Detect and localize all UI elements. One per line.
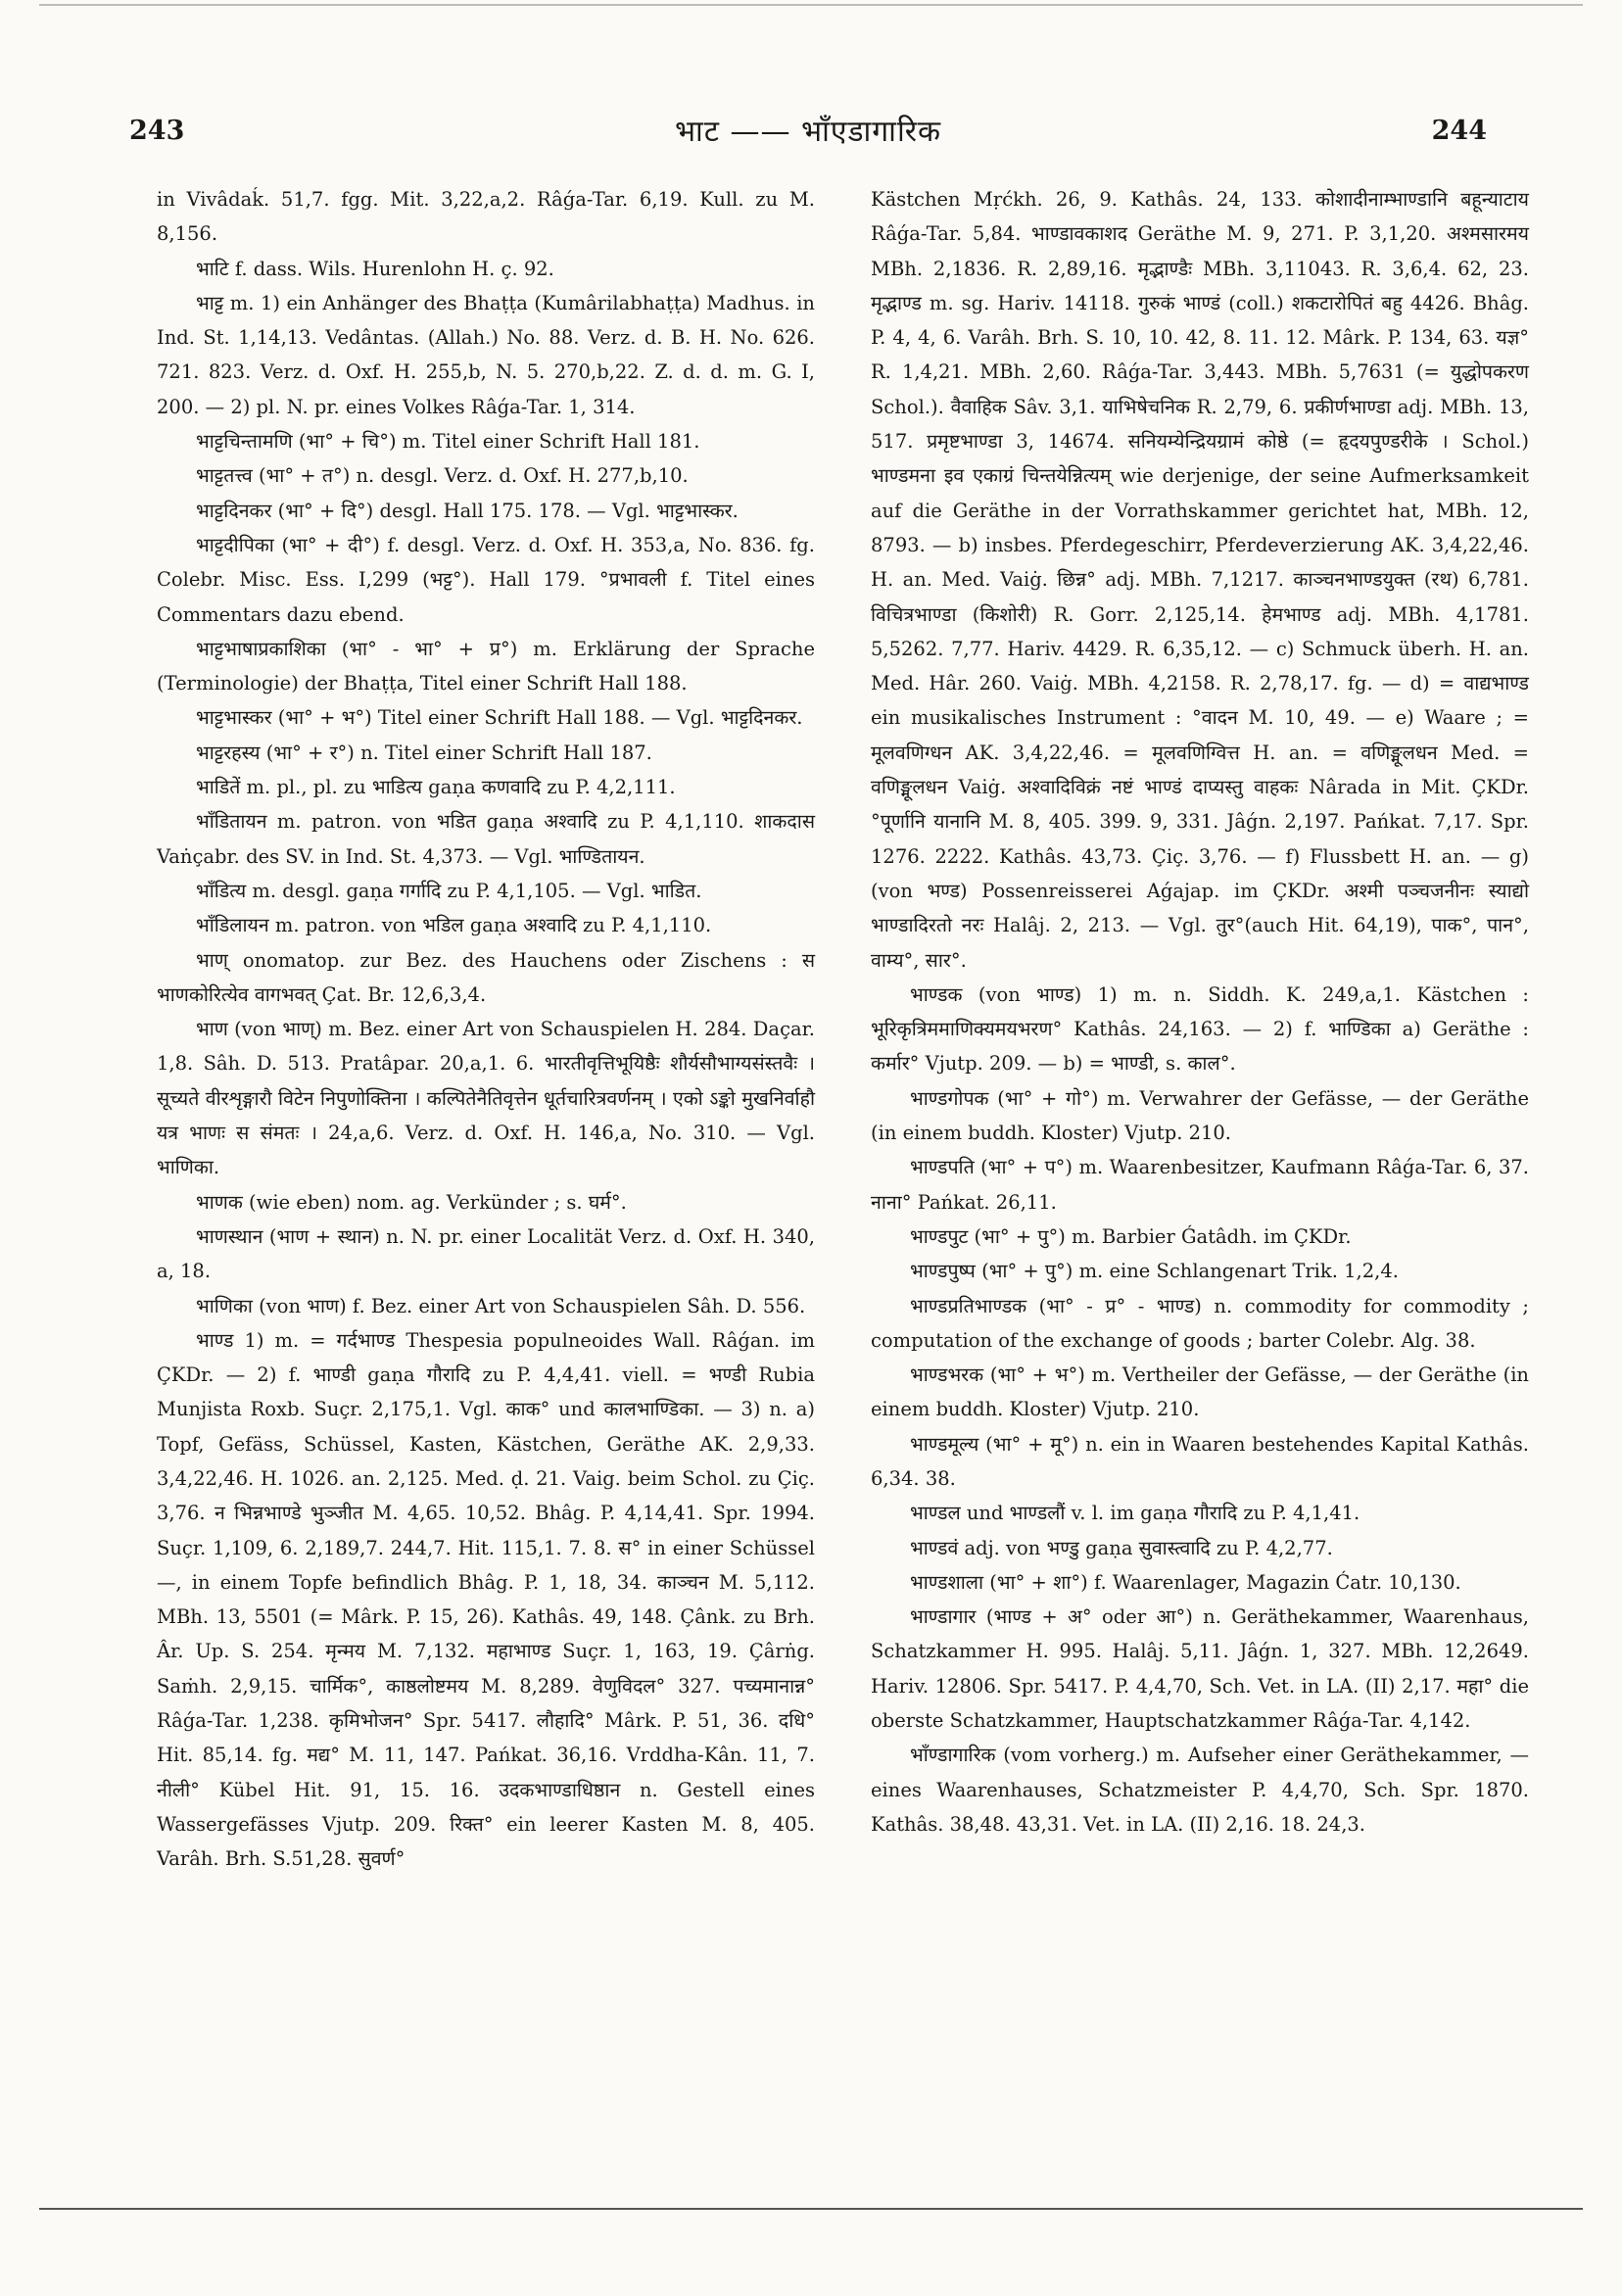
dictionary-entry: भाट्टभाषाप्रकाशिका (भा° - भा° + प्र°) m. Erklärung der Sprache (Terminologie) der Bhaṭṭa, Titel einer Schrift Hall 188.	[157, 637, 815, 695]
dictionary-entry: भाण्डक (von भाण्ड) 1) m. n. Siddh. K. 249,a,1. Kästchen : भूरिकृत्रिममाणिक्यमयभरण° Kathâs. 24,163. — 2) f. भाण्डिका a) Geräthe : कर्मार° Vjutp. 209. — b) = भाण्डी, s. काल°.	[871, 982, 1529, 1076]
dictionary-entry: भाट्टदिनकर (भा° + दि°) desgl. Hall 175. 178. — Vgl. भाट्टभास्कर.	[196, 499, 739, 522]
dictionary-entry: भाण्डागार (भाण्ड + अ° oder आ°) n. Geräthekammer, Waarenhaus, Schatzkammer H. 995. Halâj. 5,11. Jâǵn. 1, 327. MBh. 12,2649. Hariv. 12806. Spr. 5417. P. 4,4,70, Sch. Vet. in LA. (II) 2,17. महा° die oberste Schatzkammer, Hauptschatzkammer Râǵa-Tar. 4,142.	[871, 1605, 1529, 1733]
dictionary-entry: भाण्डभरक (भा° + भ°) m. Vertheiler der Gefässe, — der Geräthe (in einem buddh. Kloster) Vjutp. 210.	[871, 1363, 1529, 1421]
dictionary-entry: Kästchen Mṛćkh. 26, 9. Kathâs. 24, 133. कोशादीनाम्भाण्डानि बहून्याटाय Râǵa-Tar. 5,84. भाण्डावकाशद Geräthe M. 9, 271. P. 3,1,20. अश्मसारमय MBh. 2,1836. R. 2,89,16. मृद्भाण्डैः MBh. 3,11043. R. 3,6,4. 62, 23. मृद्भाण्ड m. sg. Hariv. 14118. गुरुकं भाण्डं (coll.) शकटारोपितं बहु 4426. Bhâg. P. 4, 4, 6. Varâh. Brh. S. 10, 10. 42, 8. 11. 12. Mârk. P. 134, 63. यज्ञ° R. 1,4,21. MBh. 2,60. Râǵa-Tar. 3,443. MBh. 5,7631 (= युद्धोपकरण Schol.). वैवाहिक Sâv. 3,1. याभिषेचनिक R. 2,79, 6. प्रकीर्णभाण्डा adj. MBh. 13, 517. प्रमृष्टभाण्डा 3, 14674. सनियम्येन्द्रियग्रामं कोष्ठे (= हृदयपुण्डरीके । Schol.) भाण्डमना इव एकाग्रं चिन्तयेन्नित्यम् wie derjenige, der seine Aufmerksamkeit auf die Geräthe in der Vorrathskammer gerichtet hat, MBh. 12, 8793. — b) insbes. Pferdegeschirr, Pferdeverzierung AK. 3,4,22,46. H. an. Med. Vaiġ. छिन्न° adj. MBh. 7,1217. काञ्चनभाण्डयुक्त (रथ) 6,781. विचित्रभाण्डा (किशोरी) R. Gorr. 2,125,14. हेमभाण्ड adj. MBh. 4,1781. 5,5262. 7,77. Hariv. 4429. R. 6,35,12. — c) Schmuck überh. H. an. Med. Hâr. 260. Vaiġ. MBh. 4,2158. R. 2,78,17. fg. — d) = वाद्यभाण्ड ein musikalisches Instrument : °वादन M. 10, 49. — e) Waare ; = मूलवणिग्धन AK. 3,4,22,46. = मूलवणिग्वित्त H. an. = वणिङ्मूलधन Med. = वणिङ्मूलधन Vaiġ. अश्वादिविक्रं नष्टं भाण्डं दाप्यस्तु वाहकः Nârada in Mit. ÇKDr. °पूर्णानि यानानि M. 8, 405. 399. 9, 331. Jâǵn. 2,197. Pańkat. 7,17. Spr. 1276. 2222. Kathâs. 43,73. Çiç. 3,76. — f) Flussbett H. an. — g) (von भण्ड) Possenreisserei Aǵajap. im ÇKDr. अश्मी पञ्चजनीनः स्याद्यो भाण्डादिरतो नरः Halâj. 2, 213. — Vgl. तुर°(auch Hit. 64,19), पाक°, पान°, वाम्य°, सार°.	[871, 188, 1529, 972]
dictionary-entry: भाट्टभास्कर (भा° + भ°) Titel einer Schrift Hall 188. — Vgl. भाट्टदिनकर.	[196, 706, 803, 730]
dictionary-entry: भाणक (wie eben) nom. ag. Verkünder ; s. घर्म°.	[196, 1190, 627, 1214]
dictionary-entry: भाट्टचिन्तामणि (भा° + चि°) m. Titel einer Schrift Hall 181.	[196, 430, 700, 454]
dictionary-entry: भाडितें m. pl., pl. zu भाडित्य gaṇa कणवादि zu P. 4,2,111.	[196, 776, 676, 799]
dictionary-entry: भाण्डगोपक (भा° + गो°) m. Verwahrer der Gefässe, — der Geräthe (in einem buddh. Kloster) Vjutp. 210.	[871, 1086, 1529, 1145]
dictionary-entry: in Vivâdaḱ. 51,7. fgg. Mit. 3,22,a,2. Râǵa-Tar. 6,19. Kull. zu M. 8,156.	[157, 188, 815, 246]
left-column	[157, 182, 815, 1877]
top-rule	[39, 4, 1583, 6]
left-page-number: 243	[129, 116, 185, 146]
dictionary-entry: भाँडितायन m. patron. von भडित gaṇa अश्वादि zu P. 4,1,110. शाकदास Vaṅçabr. des SV. in Ind. St. 4,373. — Vgl. भाण्डितायन.	[157, 810, 815, 868]
dictionary-entry: भाँण्डागारिक (vom vorherg.) m. Aufseher einer Geräthekammer, — eines Waarenhauses, Schatzmeister P. 4,4,70, Sch. Spr. 1870. Kathâs. 38,48. 43,31. Vet. in LA. (II) 2,16. 18. 24,3.	[871, 1744, 1529, 1836]
dictionary-entry: भाण्डमूल्य (भा° + मू°) n. ein in Waaren bestehendes Kapital Kathâs. 6,34. 38.	[871, 1432, 1529, 1490]
right-page-number: 244	[1431, 116, 1487, 146]
dictionary-entry: भाण्ड 1) m. = गर्दभाण्ड Thespesia populneoides Wall. Râǵan. im ÇKDr. — 2) f. भाण्डी gaṇa गौरादि zu P. 4,4,41. viell. = भण्डी Rubia Munjista Roxb. Suçr. 2,175,1. Vgl. काक° und कालभाण्डिका. — 3) n. a) Topf, Gefäss, Schüssel, Kasten, Kästchen, Geräthe AK. 2,9,33. 3,4,22,46. H. 1026. an. 2,125. Med. ḍ. 21. Vaig. beim Schol. zu Çiç. 3,76. न भिन्नभाण्डे भुञ्जीत M. 4,65. 10,52. Bhâg. P. 4,14,41. Spr. 1994. Suçr. 1,109, 6. 2,189,7. 244,7. Hit. 115,1. 7. 8. स° in einer Schüssel —, in einem Topfe befindlich Bhâg. P. 1, 18, 34. काञ्चन M. 5,112. MBh. 13, 5501 (= Mârk. P. 15, 26). Kathâs. 49, 148. Çânk. zu Brh. Âr. Up. S. 254. मृन्मय M. 7,132. महाभाण्ड Suçr. 1, 163, 19. Çârṅg. Saṁh. 2,9,15. चार्मिक°, काष्ठलोष्टमय M. 8,289. वेणुविदल° 327. पच्यमानान्न° Râǵa-Tar. 1,238. कृमिभोजन° Spr. 5417. लौहादि° Mârk. P. 51, 36. दधि° Hit. 85,14. fg. मद्य° M. 11, 147. Pańkat. 36,16. Vrddha-Kân. 11, 7. नीली° Kübel Hit. 91, 15. 16. उदकभाण्डाधिष्ठान n. Gestell eines Wassergefässes Vjutp. 209. रिक्त° ein leerer Kasten M. 8, 405. Varâh. Brh. S.51,28. सुवर्ण°	[157, 1328, 815, 1871]
dictionary-entry: भाण (von भाण्) m. Bez. einer Art von Schauspielen H. 284. Daçar. 1,8. Sâh. D. 513. Pratâpar. 20,a,1. 6. भारतीवृत्तिभूयिष्ठैः शौर्यसौभाग्यसंस्तवैः । सूच्यते वीरशृङ्गारौ विटेन निपुणोक्तिना । कल्पितेनैतिवृत्तेन धूर्तचारित्रवर्णनम् । एको ऽङ्को मुखनिर्वाहौ यत्र भाणः स संमतः । 24,a,6. Verz. d. Oxf. H. 146,a, No. 310. — Vgl. भाणिका.	[157, 1018, 815, 1179]
bottom-rule	[39, 2208, 1583, 2210]
dictionary-entry: भाट्टदीपिका (भा° + दी°) f. desgl. Verz. d. Oxf. H. 353,a, No. 836. fg. Colebr. Misc. Ess. I,299 (भट्ट°). Hall 179. °प्रभावली f. Titel eines Commentars dazu ebend.	[157, 533, 815, 626]
dictionary-entry: भाण् onomatop. zur Bez. des Hauchens oder Zischens : स भाणकोरित्येव वागभवत् Çat. Br. 12,6,3,4.	[157, 948, 815, 1006]
right-column	[871, 182, 1529, 1842]
dictionary-entry: भाणस्थान (भाण + स्थान) n. N. pr. einer Localität Verz. d. Oxf. H. 340, a, 18.	[157, 1224, 815, 1283]
dictionary-entry: भाण्डशाला (भा° + शा°) f. Waarenlager, Magazin Ćatr. 10,130.	[910, 1570, 1461, 1594]
dictionary-entry: भाण्डपति (भा° + प°) m. Waarenbesitzer, Kaufmann Râǵa-Tar. 6, 37. नाना° Pańkat. 26,11.	[871, 1156, 1529, 1214]
dictionary-entry: भाण्डवं adj. von भण्डु gaṇa सुवास्त्वादि zu P. 4,2,77.	[910, 1536, 1333, 1559]
dictionary-entry: भाँडित्य m. desgl. gaṇa गर्गादि zu P. 4,1,105. — Vgl. भाडित.	[196, 879, 702, 902]
dictionary-entry: भाण्डल und भाण्डलौं v. l. im gaṇa गौरादि zu P. 4,1,41.	[910, 1502, 1360, 1525]
page-header	[118, 110, 1499, 159]
dictionary-entry: भाण्डपुट (भा° + पु°) m. Barbier Ǵatâdh. im ÇKDr.	[910, 1224, 1352, 1248]
dictionary-entry: भाटि f. dass. Wils. Hurenlohn H. ç. 92.	[196, 257, 554, 280]
dictionary-entry: भाट्टतत्त्व (भा° + त°) n. desgl. Verz. d. Oxf. H. 277,b,10.	[196, 464, 689, 488]
dictionary-entry: भाण्डप्रतिभाण्डक (भा° - प्र° - भाण्ड) n. commodity for commodity ; computation of the exchange of goods ; barter Colebr. Alg. 38.	[871, 1294, 1529, 1352]
dictionary-entry: भाट्टरहस्य (भा° + र°) n. Titel einer Schrift Hall 187.	[196, 741, 652, 764]
dictionary-entry: भाणिका (von भाण) f. Bez. einer Art von Schauspielen Sâh. D. 556.	[196, 1294, 806, 1317]
running-title: भाट —— भाँएडागारिक	[674, 115, 942, 149]
dictionary-entry: भाट्ट m. 1) ein Anhänger des Bhaṭṭa (Kumârilabhaṭṭa) Madhus. in Ind. St. 1,14,13. Vedântas. (Allah.) No. 88. Verz. d. B. H. No. 626. 721. 823. Verz. d. Oxf. H. 255,b, N. 5. 270,b,22. Z. d. d. m. G. I, 200. — 2) pl. N. pr. eines Volkes Râǵa-Tar. 1, 314.	[157, 291, 815, 418]
dictionary-entry: भाण्डपुष्प (भा° + पु°) m. eine Schlangenart Trik. 1,2,4.	[910, 1260, 1399, 1283]
dictionary-entry: भाँडिलायन m. patron. von भडिल gaṇa अश्वादि zu P. 4,1,110.	[196, 914, 712, 937]
